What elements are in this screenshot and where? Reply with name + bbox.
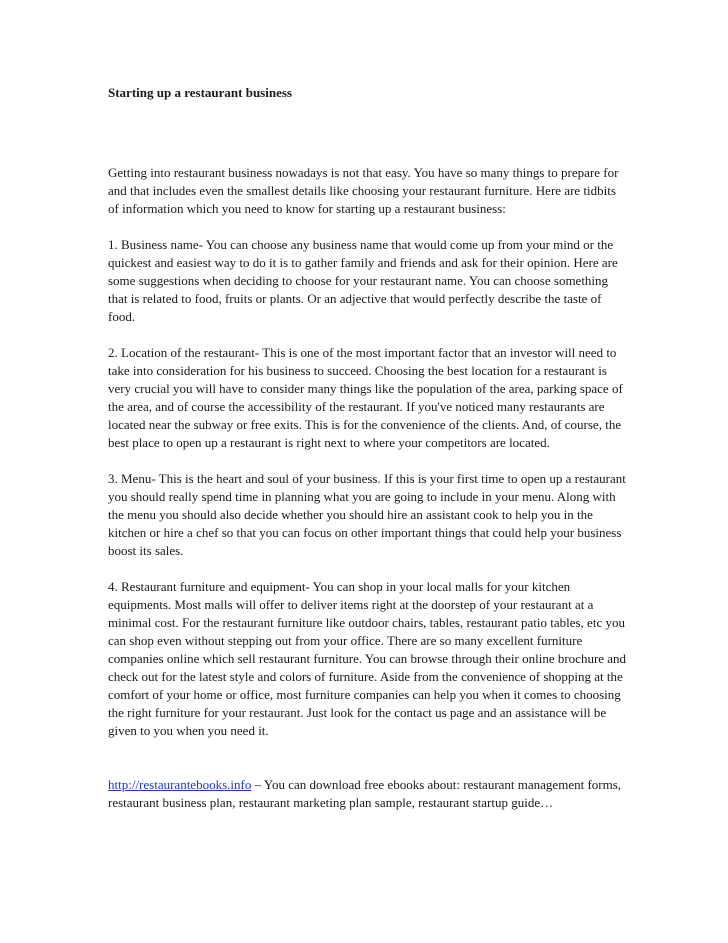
- footer-text: – You can download free ebooks about: restaurant management forms, restaurant business plan, restaurant marketing plan sample, restaurant startup guide…: [108, 777, 622, 810]
- footer-paragraph: [108, 776, 628, 812]
- intro-paragraph: Getting into restaurant business nowadays is not that easy. You have so many things to prepare for and that includes even the smallest details like choosing your restaurant furniture. Here are tidbits of information which you need to know for starting up a restaurant business:: [108, 165, 619, 216]
- section-menu: 3. Menu- This is the heart and soul of your business. If this is your first time to open up a restaurant you should really spend time in planning what you are going to include in your menu. Along with the menu you should also decide whether you should hire an assistant cook to help you in the kitchen or hire a chef so that you can focus on other important things that could help your business boost its sales.: [108, 471, 626, 558]
- section-furniture: 4. Restaurant furniture and equipment- You can shop in your local malls for your kitchen equipments. Most malls will offer to deliver items right at the doorstep of your restaurant at a minimal cost. For the restaurant furniture like outdoor chairs, tables, restaurant patio tables, etc you can shop even without stepping out from your office. There are so many excellent furniture companies online which sell restaurant furniture. You can browse through their online brochure and check out for the latest style and colors of furniture. Aside from the convenience of shopping at the comfort of your home or office, most furniture companies can help you when it comes to choosing the right furniture for your restaurant. Just look for the contact us page and an assistance will be given to you when you need it.: [108, 579, 627, 738]
- document-title: Starting up a restaurant business: [108, 85, 292, 100]
- document-body: [108, 84, 628, 812]
- section-business-name: 1. Business name- You can choose any business name that would come up from your mind or the quickest and easiest way to do it is to gather family and friends and ask for their opinion. Here are some suggestions when deciding to choose for your restaurant name. You can choose something that is related to food, fruits or plants. Or an adjective that would perfectly describe the taste of food.: [108, 237, 618, 324]
- ebooks-link[interactable]: http://restaurantebooks.info: [108, 777, 252, 792]
- section-location: 2. Location of the restaurant- This is one of the most important factor that an investor will need to take into consideration for his business to succeed. Choosing the best location for a restaurant is very crucial you will have to consider many things like the population of the area, parking space of the area, and of course the accessibility of the restaurant. If you've noticed many restaurants are located near the subway or free exits. This is for the convenience of the clients. And, of course, the best place to open up a restaurant is right next to where your competitors are located.: [108, 345, 623, 450]
